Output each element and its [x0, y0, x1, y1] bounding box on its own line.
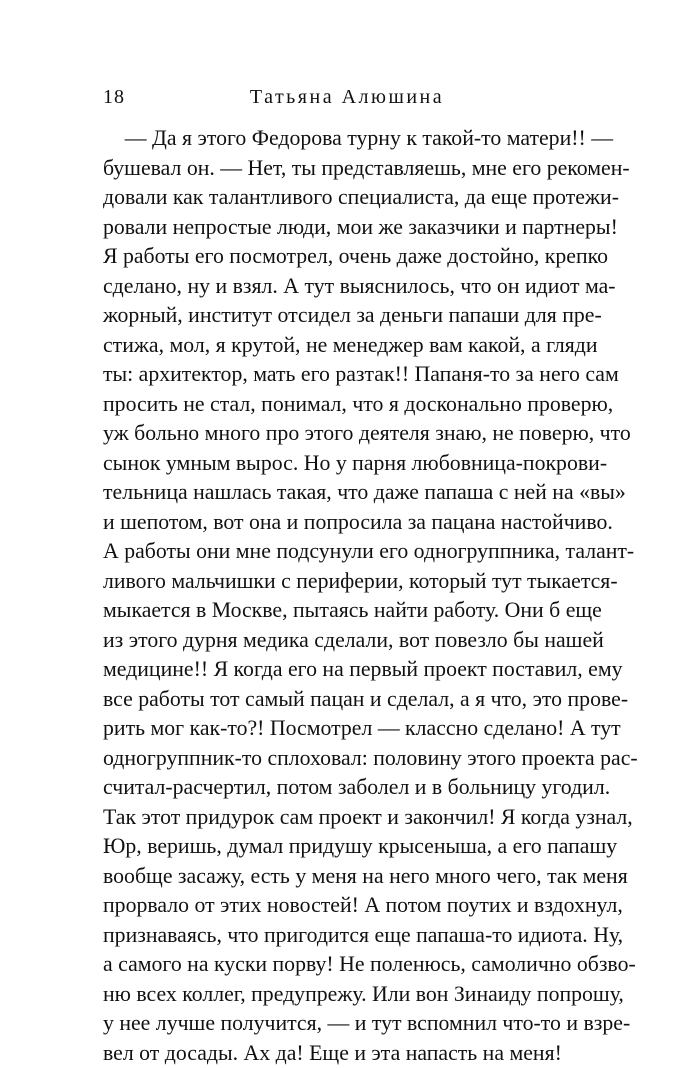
text-line: у нее лучше получится, — и тут вспомнил что-то и взре- — [103, 1009, 591, 1039]
text-line: бушевал он. — Нет, ты представляешь, мне его рекомен- — [103, 154, 591, 184]
text-line: рить мог как-то?! Посмотрел — классно сделано! А тут — [103, 714, 591, 744]
text-line: и шепотом, вот она и попросила за пацана настойчиво. — [103, 508, 591, 538]
text-line: Юр, веришь, думал придушу крысеныша, а его папашу — [103, 832, 591, 862]
text-line: прорвало от этих новостей! А потом поутих и вздохнул, — [103, 891, 591, 921]
text-line: вел от досады. Ах да! Еще и эта напасть на меня! — [103, 1039, 591, 1068]
page-number: 18 — [103, 86, 125, 109]
text-line: ню всех коллег, предупрежу. Или вон Зинаиду попрошу, — [103, 980, 591, 1010]
text-line: медицине!! Я когда его на первый проект поставил, ему — [103, 655, 591, 685]
text-line: ливого мальчишки с периферии, который тут тыкается- — [103, 567, 591, 597]
page-header — [103, 86, 591, 114]
text-line: довали как талантливого специалиста, да еще протежи- — [103, 183, 591, 213]
text-line: считал-расчертил, потом заболел и в больницу угодил. — [103, 773, 591, 803]
text-line: — Да я этого Федорова турну к такой-то матери!! — — [103, 124, 591, 154]
text-line: признаваясь, что пригодится еще папаша-то идиота. Ну, — [103, 921, 591, 951]
text-line: ровали непростые люди, мои же заказчики и партнеры! — [103, 213, 591, 243]
text-line: одногруппник-то сплоховал: половину этого проекта рас- — [103, 744, 591, 774]
text-line: сделано, ну и взял. А тут выяснилось, что он идиот ма- — [103, 272, 591, 302]
body-text — [103, 124, 591, 1068]
text-line: просить не стал, понимал, что я досконально проверю, — [103, 390, 591, 420]
text-line: вообще засажу, есть у меня на него много чего, так меня — [103, 862, 591, 892]
text-line: стижа, мол, я крутой, не менеджер вам какой, а гляди — [103, 331, 591, 361]
text-line: сынок умным вырос. Но у парня любовница-покрови- — [103, 449, 591, 479]
text-line: Так этот придурок сам проект и закончил! Я когда узнал, — [103, 803, 591, 833]
text-line: все работы тот самый пацан и сделал, а я что, это прове- — [103, 685, 591, 715]
text-line: мыкается в Москве, пытаясь найти работу. Они б еще — [103, 596, 591, 626]
text-line: из этого дурня медика сделали, вот повезло бы нашей — [103, 626, 591, 656]
text-line: А работы они мне подсунули его одногруппника, талант- — [103, 537, 591, 567]
text-line: ты: архитектор, мать его разтак!! Папаня-то за него сам — [103, 360, 591, 390]
running-title: Татьяна Алюшина — [103, 86, 591, 109]
text-line: Я работы его посмотрел, очень даже достойно, крепко — [103, 242, 591, 272]
text-line: а самого на куски порву! Не поленюсь, самолично обзво- — [103, 950, 591, 980]
text-line: уж больно много про этого деятеля знаю, не поверю, что — [103, 419, 591, 449]
text-line: жорный, институт отсидел за деньги папаши для пре- — [103, 301, 591, 331]
text-line: тельница нашлась такая, что даже папаша с ней на «вы» — [103, 478, 591, 508]
